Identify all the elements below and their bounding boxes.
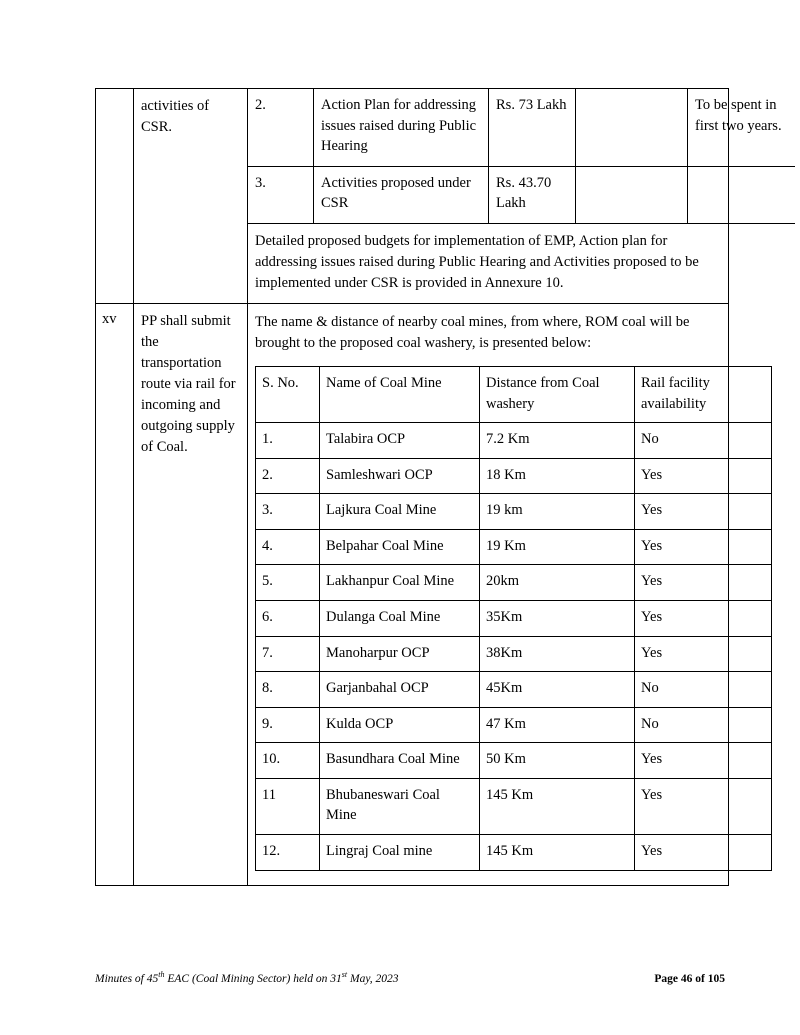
table-row	[256, 743, 772, 779]
response-intro-text: The name & distance of nearby coal mines, from where, ROM coal will be brought to the proposed coal washery, is presented below:	[255, 313, 690, 351]
requirement-label-cell	[134, 89, 248, 304]
table-row	[256, 565, 772, 601]
table-row	[256, 494, 772, 530]
cell-mine-name: Samleshwari OCP	[320, 458, 480, 494]
requirement-label-text: PP shall submit the transportation route via rail for incoming and outgoing supply of Coal.	[141, 312, 236, 456]
budget-note-paragraph: Detailed proposed budgets for implementation of EMP, Action plan for addressing issues raised during Public Hearing and Activities proposed to be implemented under CSR is provided in Annexure 10.	[255, 232, 699, 291]
roman-numeral-text: xv	[102, 310, 117, 327]
cell-rail: Yes	[635, 529, 772, 565]
coal-mines-table	[255, 366, 772, 871]
cell-distance: 47 Km	[480, 707, 635, 743]
cell-mine-name: Belpahar Coal Mine	[320, 529, 480, 565]
table-row	[256, 529, 772, 565]
cell-sno: 5.	[256, 565, 320, 601]
csr-label-text: activities of CSR.	[141, 98, 210, 136]
table-row-xv	[96, 303, 729, 885]
footer-left-sup2: st	[341, 970, 348, 980]
cell-mine-name: Talabira OCP	[320, 423, 480, 459]
budget-sno: 2.	[248, 89, 314, 166]
cell-distance: 7.2 Km	[480, 423, 635, 459]
table-row	[256, 601, 772, 637]
footer-left-pre: Minutes of 45	[95, 973, 159, 985]
budget-blank	[576, 89, 688, 166]
cell-mine-name: Lajkura Coal Mine	[320, 494, 480, 530]
footer-left-post: May, 2023	[347, 973, 399, 985]
table-header-row	[256, 366, 772, 422]
cell-mine-name: Dulanga Coal Mine	[320, 601, 480, 637]
cell-sno: 8.	[256, 672, 320, 708]
table-row-continued	[96, 89, 729, 304]
footer-left-sup1: th	[158, 970, 165, 980]
cell-mine-name: Lakhanpur Coal Mine	[320, 565, 480, 601]
budget-blank	[576, 166, 688, 223]
cell-mine-name: Manoharpur OCP	[320, 636, 480, 672]
table-row	[256, 636, 772, 672]
cell-distance: 38Km	[480, 636, 635, 672]
footer-page-total: 105	[707, 973, 725, 985]
cell-rail: Yes	[635, 778, 772, 834]
cell-distance: 35Km	[480, 601, 635, 637]
footer-left-mid: EAC (Coal Mining Sector) held on 31	[164, 973, 342, 985]
cell-sno: 1.	[256, 423, 320, 459]
budget-row	[248, 89, 795, 166]
cell-distance: 45Km	[480, 672, 635, 708]
footer-page-pre: Page	[654, 973, 681, 985]
cell-rail: Yes	[635, 835, 772, 871]
cell-rail: No	[635, 707, 772, 743]
budget-row	[248, 166, 795, 223]
cell-mine-name: Bhubaneswari Coal Mine	[320, 778, 480, 834]
column-header-rail: Rail facility availability	[635, 366, 772, 422]
cell-distance: 20km	[480, 565, 635, 601]
cell-distance: 19 Km	[480, 529, 635, 565]
cell-rail: Yes	[635, 494, 772, 530]
cell-rail: Yes	[635, 636, 772, 672]
budget-amount: Rs. 73 Lakh	[489, 89, 576, 166]
budget-remark: To be spent in first two years.	[688, 89, 796, 166]
budget-amount: Rs. 43.70 Lakh	[489, 166, 576, 223]
cell-rail: Yes	[635, 565, 772, 601]
cell-sno: 12.	[256, 835, 320, 871]
cell-sno: 6.	[256, 601, 320, 637]
cell-sno: 10.	[256, 743, 320, 779]
cell-mine-name: Kulda OCP	[320, 707, 480, 743]
budget-remark	[688, 166, 796, 223]
cell-sno: 2.	[256, 458, 320, 494]
requirement-label-cell-xv	[134, 303, 248, 885]
column-header-sno: S. No.	[256, 366, 320, 422]
response-body-cell-xv	[248, 303, 729, 885]
cell-mine-name: Basundhara Coal Mine	[320, 743, 480, 779]
table-row	[256, 423, 772, 459]
footer-page-mid: of	[692, 973, 708, 985]
cell-mine-name: Garjanbahal OCP	[320, 672, 480, 708]
table-row	[256, 458, 772, 494]
budget-body-cell	[248, 89, 782, 304]
footer-page-number	[654, 973, 725, 985]
budget-item: Activities proposed under CSR	[314, 166, 489, 223]
cell-sno: 3.	[256, 494, 320, 530]
footer-page-current: 46	[680, 973, 693, 985]
budget-sno: 3.	[248, 166, 314, 223]
cell-distance: 145 Km	[480, 835, 635, 871]
cell-distance: 145 Km	[480, 778, 635, 834]
main-table	[95, 88, 782, 886]
budget-item: Action Plan for addressing issues raised during Public Hearing	[314, 89, 489, 166]
table-row	[256, 778, 772, 834]
cell-distance: 50 Km	[480, 743, 635, 779]
roman-numeral-cell	[96, 303, 134, 885]
footer-left-text	[95, 970, 399, 985]
cell-sno: 7.	[256, 636, 320, 672]
page-footer	[95, 970, 725, 985]
cell-rail: No	[635, 672, 772, 708]
column-header-mine-name: Name of Coal Mine	[320, 366, 480, 422]
table-row	[256, 835, 772, 871]
cell-distance: 19 km	[480, 494, 635, 530]
cell-rail: Yes	[635, 743, 772, 779]
cell-rail: Yes	[635, 458, 772, 494]
cell-rail: No	[635, 423, 772, 459]
table-row	[256, 672, 772, 708]
table-row	[256, 707, 772, 743]
cell-sno: 11	[256, 778, 320, 834]
roman-numeral-cell-empty	[96, 89, 134, 304]
cell-rail: Yes	[635, 601, 772, 637]
column-header-distance: Distance from Coal washery	[480, 366, 635, 422]
cell-distance: 18 Km	[480, 458, 635, 494]
cell-sno: 9.	[256, 707, 320, 743]
cell-sno: 4.	[256, 529, 320, 565]
mines-table-wrapper	[248, 358, 728, 871]
budget-table	[248, 89, 795, 224]
cell-mine-name: Lingraj Coal mine	[320, 835, 480, 871]
